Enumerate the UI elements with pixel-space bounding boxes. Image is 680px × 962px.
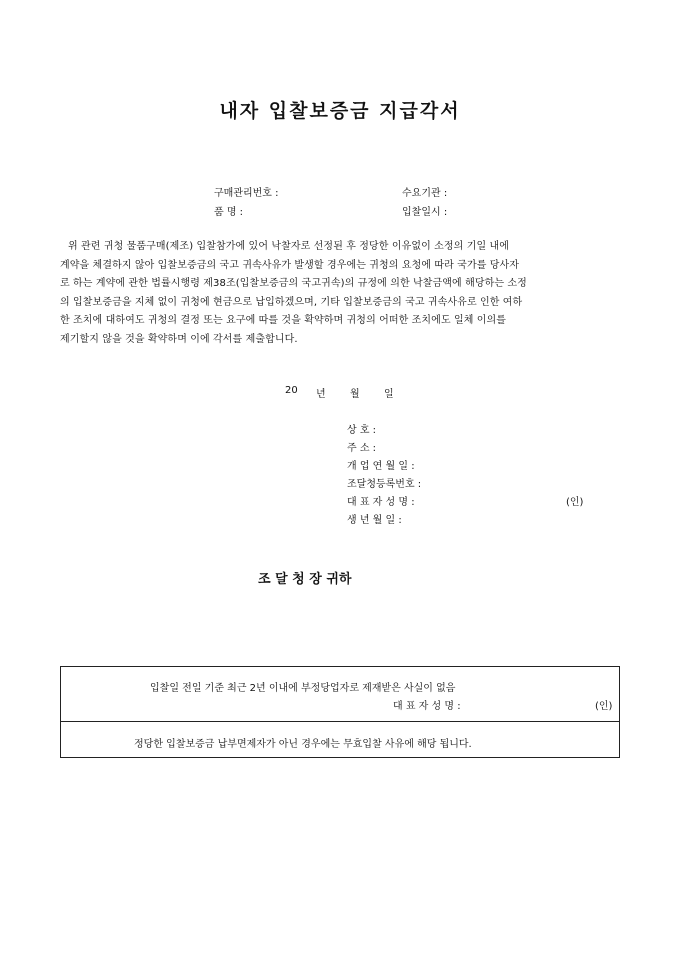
signer-representative-label: 대 표 자 성 명 :: [347, 497, 415, 508]
date-day: 일: [384, 389, 394, 400]
document-title: 내자 입찰보증금 지급각서: [219, 100, 461, 122]
pledge-line: 계약을 체결하지 않아 입찰보증금의 국고 귀속사유가 발생할 경우에는 귀청의 요청에 따라 국가를 당사자: [60, 259, 520, 271]
notice-divider: [61, 721, 619, 722]
notice-representative-label: 대 표 자 성 명 :: [393, 701, 461, 712]
pledge-line: 위 관련 귀청 물품구매(제조) 입찰참가에 있어 낙찰자로 선정된 후 정당한 이유없이 소정의 기일 내에: [68, 241, 510, 252]
date-month: 월: [350, 389, 360, 400]
notice-box: [60, 666, 620, 758]
signer-registration-no-label: 조달청등록번호 :: [347, 479, 422, 490]
item-name-label: 품 명 :: [214, 207, 244, 218]
purchase-no-label: 구매관리번호 :: [214, 188, 279, 199]
pledge-body: [60, 238, 622, 350]
notice-seal: (인): [595, 701, 613, 712]
demand-agency-label: 수요기관 :: [402, 188, 448, 199]
signer-open-date-label: 개 업 연 월 일 :: [347, 461, 415, 472]
date-year: 년: [316, 389, 326, 400]
signer-birthdate-label: 생 년 월 일 :: [347, 515, 402, 526]
recipient-line: 조 달 청 장 귀하: [258, 572, 352, 587]
bid-datetime-label: 입찰일시 :: [402, 207, 448, 218]
signer-seal: (인): [566, 497, 584, 508]
date-year-prefix: 20: [285, 385, 298, 396]
invalid-bid-notice: 정당한 입찰보증금 납부면제자가 아닌 경우에는 무효입찰 사유에 해당 됩니다.: [134, 739, 472, 750]
pledge-line: 로 하는 계약에 관한 법률시행령 제38조(입찰보증금의 국고귀속)의 규정에 의한 낙찰금액에 해당하는 소정: [60, 278, 527, 290]
no-sanction-statement: 입찰일 전일 기준 최근 2년 이내에 부정당업자로 제재받은 사실이 없음: [150, 683, 456, 694]
pledge-line: 제기할지 않을 것을 확약하며 이에 각서를 제출합니다.: [60, 333, 298, 345]
signer-address-label: 주 소 :: [347, 443, 377, 454]
pledge-line: 의 입찰보증금을 지체 없이 귀청에 현금으로 납입하겠으며, 기타 입찰보증금의 국고 귀속사유로 인한 여하: [60, 296, 523, 308]
signer-trade-name-label: 상 호 :: [347, 425, 377, 436]
pledge-line: 한 조치에 대하여도 귀청의 결정 또는 요구에 따를 것을 확약하며 귀청의 어떠한 조치에도 일체 이의를: [60, 315, 507, 327]
